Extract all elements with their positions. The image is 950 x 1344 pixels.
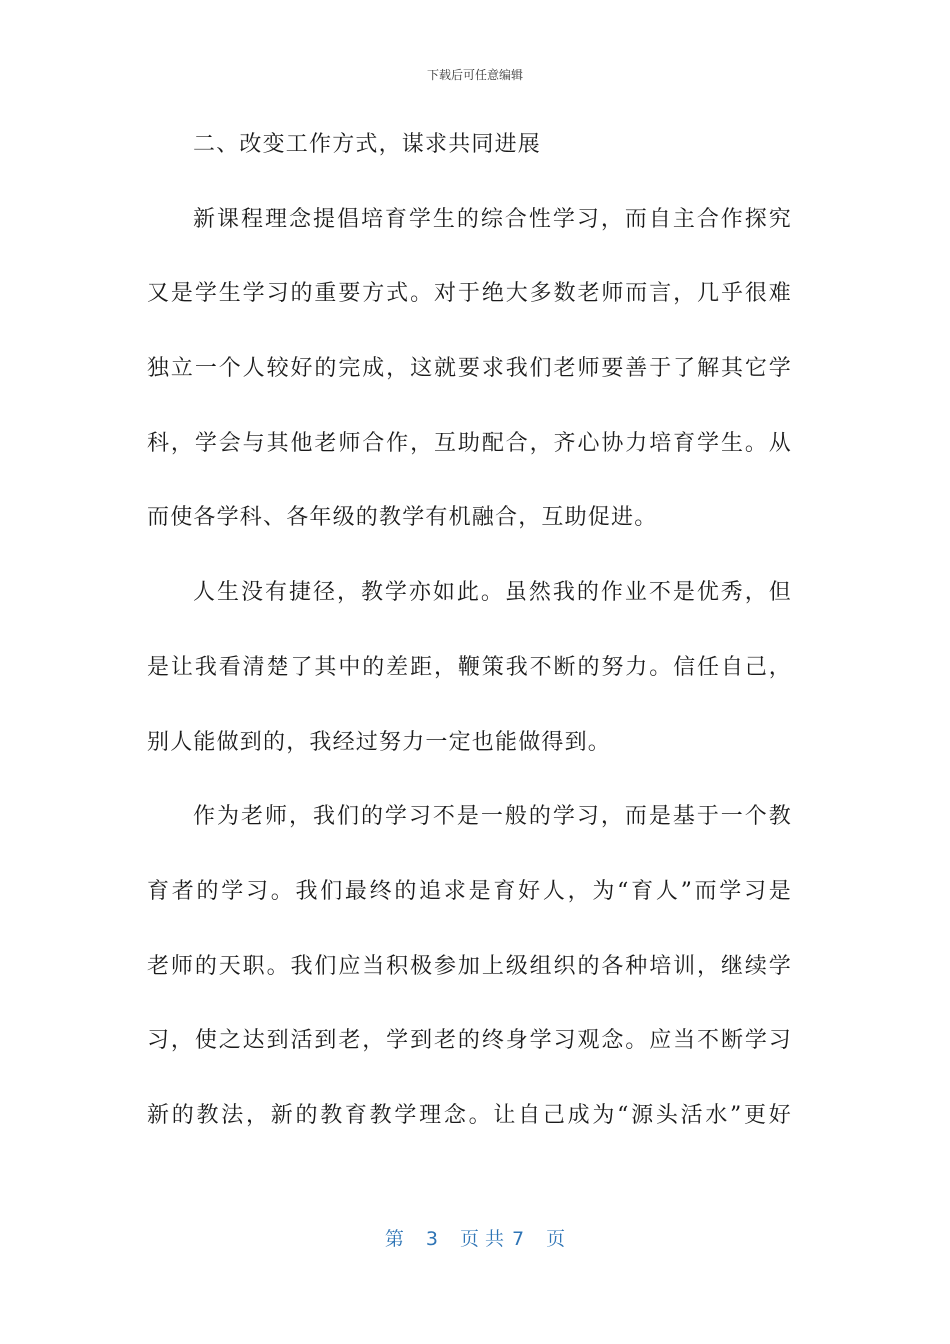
paragraph-line: 别人能做到的，我经过努力一定也能做得到。: [147, 729, 612, 755]
document-body: [147, 120, 792, 1166]
page-footer: [0, 1226, 950, 1252]
paragraph-line: 又是学生学习的重要方式。对于绝大多数老师而言，几乎很难: [147, 281, 792, 307]
paragraph-line: 人生没有捷径，教学亦如此。虽然我的作业不是优秀，但: [193, 580, 792, 606]
paragraph-line: 科，学会与其他老师合作，互助配合，齐心协力培育学生。从: [147, 430, 792, 456]
paragraph-line: 老师的天职。我们应当积极参加上级组织的各种培训，继续学: [147, 953, 792, 979]
paragraph-line: 新课程理念提倡培育学生的综合性学习，而自主合作探究: [193, 206, 792, 232]
footer-page-number: 3: [425, 1228, 438, 1250]
paragraph-line: 习，使之达到活到老，学到老的终身学习观念。应当不断学习: [147, 1028, 792, 1054]
paragraph-line: 而使各学科、各年级的教学有机融合，互助促进。: [147, 505, 658, 531]
paragraph-line: 作为老师，我们的学习不是一般的学习，而是基于一个教: [193, 804, 792, 830]
footer-label-ye-gong: 页 共: [459, 1228, 505, 1250]
paragraph-line: 独立一个人较好的完成，这就要求我们老师要善于了解其它学: [147, 356, 792, 382]
paragraph-line: 新的教法，新的教育教学理念。让自己成为“源头活水”更好: [147, 1102, 792, 1128]
paragraph-line: 育者的学习。我们最终的追求是育好人，为“育人”而学习是: [147, 878, 792, 904]
paragraph-line: 是让我看清楚了其中的差距，鞭策我不断的努力。信任自己，: [147, 654, 792, 680]
footer-label-ye: 页: [546, 1228, 566, 1250]
footer-total-pages: 7: [512, 1228, 525, 1250]
section-heading: 二、改变工作方式，谋求共同进展: [193, 132, 542, 157]
footer-label-di: 第: [384, 1228, 404, 1250]
header-note: 下载后可任意编辑: [426, 68, 523, 82]
